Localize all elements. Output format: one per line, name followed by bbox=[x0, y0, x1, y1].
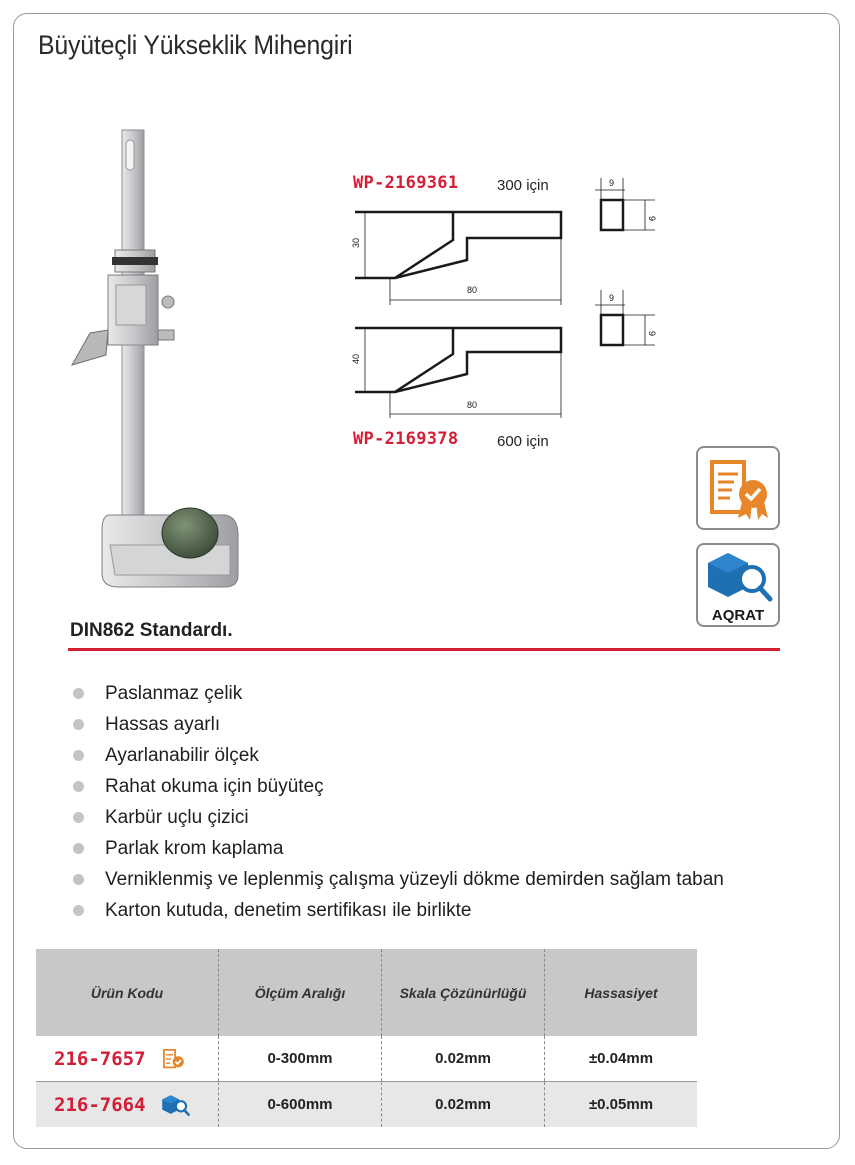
dim-80-bottom: 80 bbox=[467, 400, 478, 410]
bullet-icon bbox=[73, 719, 84, 730]
certificate-icon bbox=[158, 1045, 188, 1073]
drawing-code-top: WP-2169361 bbox=[353, 173, 459, 193]
feature-item: Karton kutuda, denetim sertifikası ile birlikte bbox=[70, 899, 724, 930]
dim-9-a: 9 bbox=[609, 178, 615, 188]
box-search-icon bbox=[698, 545, 778, 607]
section-divider bbox=[68, 648, 780, 651]
header-product-code: Ürün Kodu bbox=[36, 949, 219, 1036]
dim-40: 40 bbox=[351, 353, 361, 364]
feature-item: Parlak krom kaplama bbox=[70, 837, 724, 868]
certificate-badge bbox=[696, 446, 780, 530]
feature-item: Karbür uçlu çizici bbox=[70, 806, 724, 837]
table-row bbox=[36, 1036, 697, 1082]
bullet-icon bbox=[73, 812, 84, 823]
product-code[interactable]: 216-7664 bbox=[54, 1093, 146, 1116]
range-cell: 0-600mm bbox=[219, 1082, 382, 1128]
product-code[interactable]: 216-7657 bbox=[54, 1047, 146, 1070]
scriber-dimension-drawing bbox=[345, 160, 685, 460]
dim-9-b: 9 bbox=[647, 216, 657, 222]
dim-9-d: 9 bbox=[647, 331, 657, 337]
bullet-icon bbox=[73, 781, 84, 792]
table-header-row bbox=[36, 949, 697, 1036]
drawing-code-bottom: WP-2169378 bbox=[353, 429, 459, 449]
aqrat-label: AQRAT bbox=[711, 607, 765, 624]
page-title: Büyüteçli Yükseklik Mihengiri bbox=[38, 30, 353, 60]
accuracy-cell: ±0.05mm bbox=[545, 1082, 698, 1128]
feature-list bbox=[70, 682, 724, 930]
bullet-icon bbox=[73, 874, 84, 885]
product-code-cell bbox=[36, 1036, 219, 1082]
certificate-icon bbox=[698, 448, 778, 528]
feature-item: Verniklenmiş ve leplenmiş çalışma yüzeyli dökme demirden sağlam taban bbox=[70, 868, 724, 899]
feature-item: Ayarlanabilir ölçek bbox=[70, 744, 724, 775]
drawing-for-top: 300 için bbox=[497, 177, 549, 194]
header-range: Ölçüm Aralığı bbox=[219, 949, 382, 1036]
feature-item: Hassas ayarlı bbox=[70, 713, 724, 744]
standard-heading: DIN862 Standardı. bbox=[70, 620, 233, 641]
resolution-cell: 0.02mm bbox=[382, 1036, 545, 1082]
bullet-icon bbox=[73, 688, 84, 699]
bullet-icon bbox=[73, 905, 84, 916]
feature-item: Paslanmaz çelik bbox=[70, 682, 724, 713]
box-search-icon bbox=[158, 1091, 192, 1119]
bullet-icon bbox=[73, 750, 84, 761]
product-code-cell bbox=[36, 1082, 219, 1128]
range-cell: 0-300mm bbox=[219, 1036, 382, 1082]
header-accuracy: Hassasiyet bbox=[545, 949, 698, 1036]
dim-9-c: 9 bbox=[609, 293, 615, 303]
accuracy-cell: ±0.04mm bbox=[545, 1036, 698, 1082]
dim-30: 30 bbox=[351, 237, 361, 248]
header-resolution: Skala Çözünürlüğü bbox=[382, 949, 545, 1036]
dim-80-top: 80 bbox=[467, 285, 478, 295]
drawing-for-bottom: 600 için bbox=[497, 433, 549, 450]
aqrat-badge bbox=[696, 543, 780, 627]
spec-table bbox=[36, 949, 697, 1127]
feature-item: Rahat okuma için büyüteç bbox=[70, 775, 724, 806]
height-gauge-image bbox=[60, 105, 260, 605]
bullet-icon bbox=[73, 843, 84, 854]
resolution-cell: 0.02mm bbox=[382, 1082, 545, 1128]
table-row bbox=[36, 1082, 697, 1128]
